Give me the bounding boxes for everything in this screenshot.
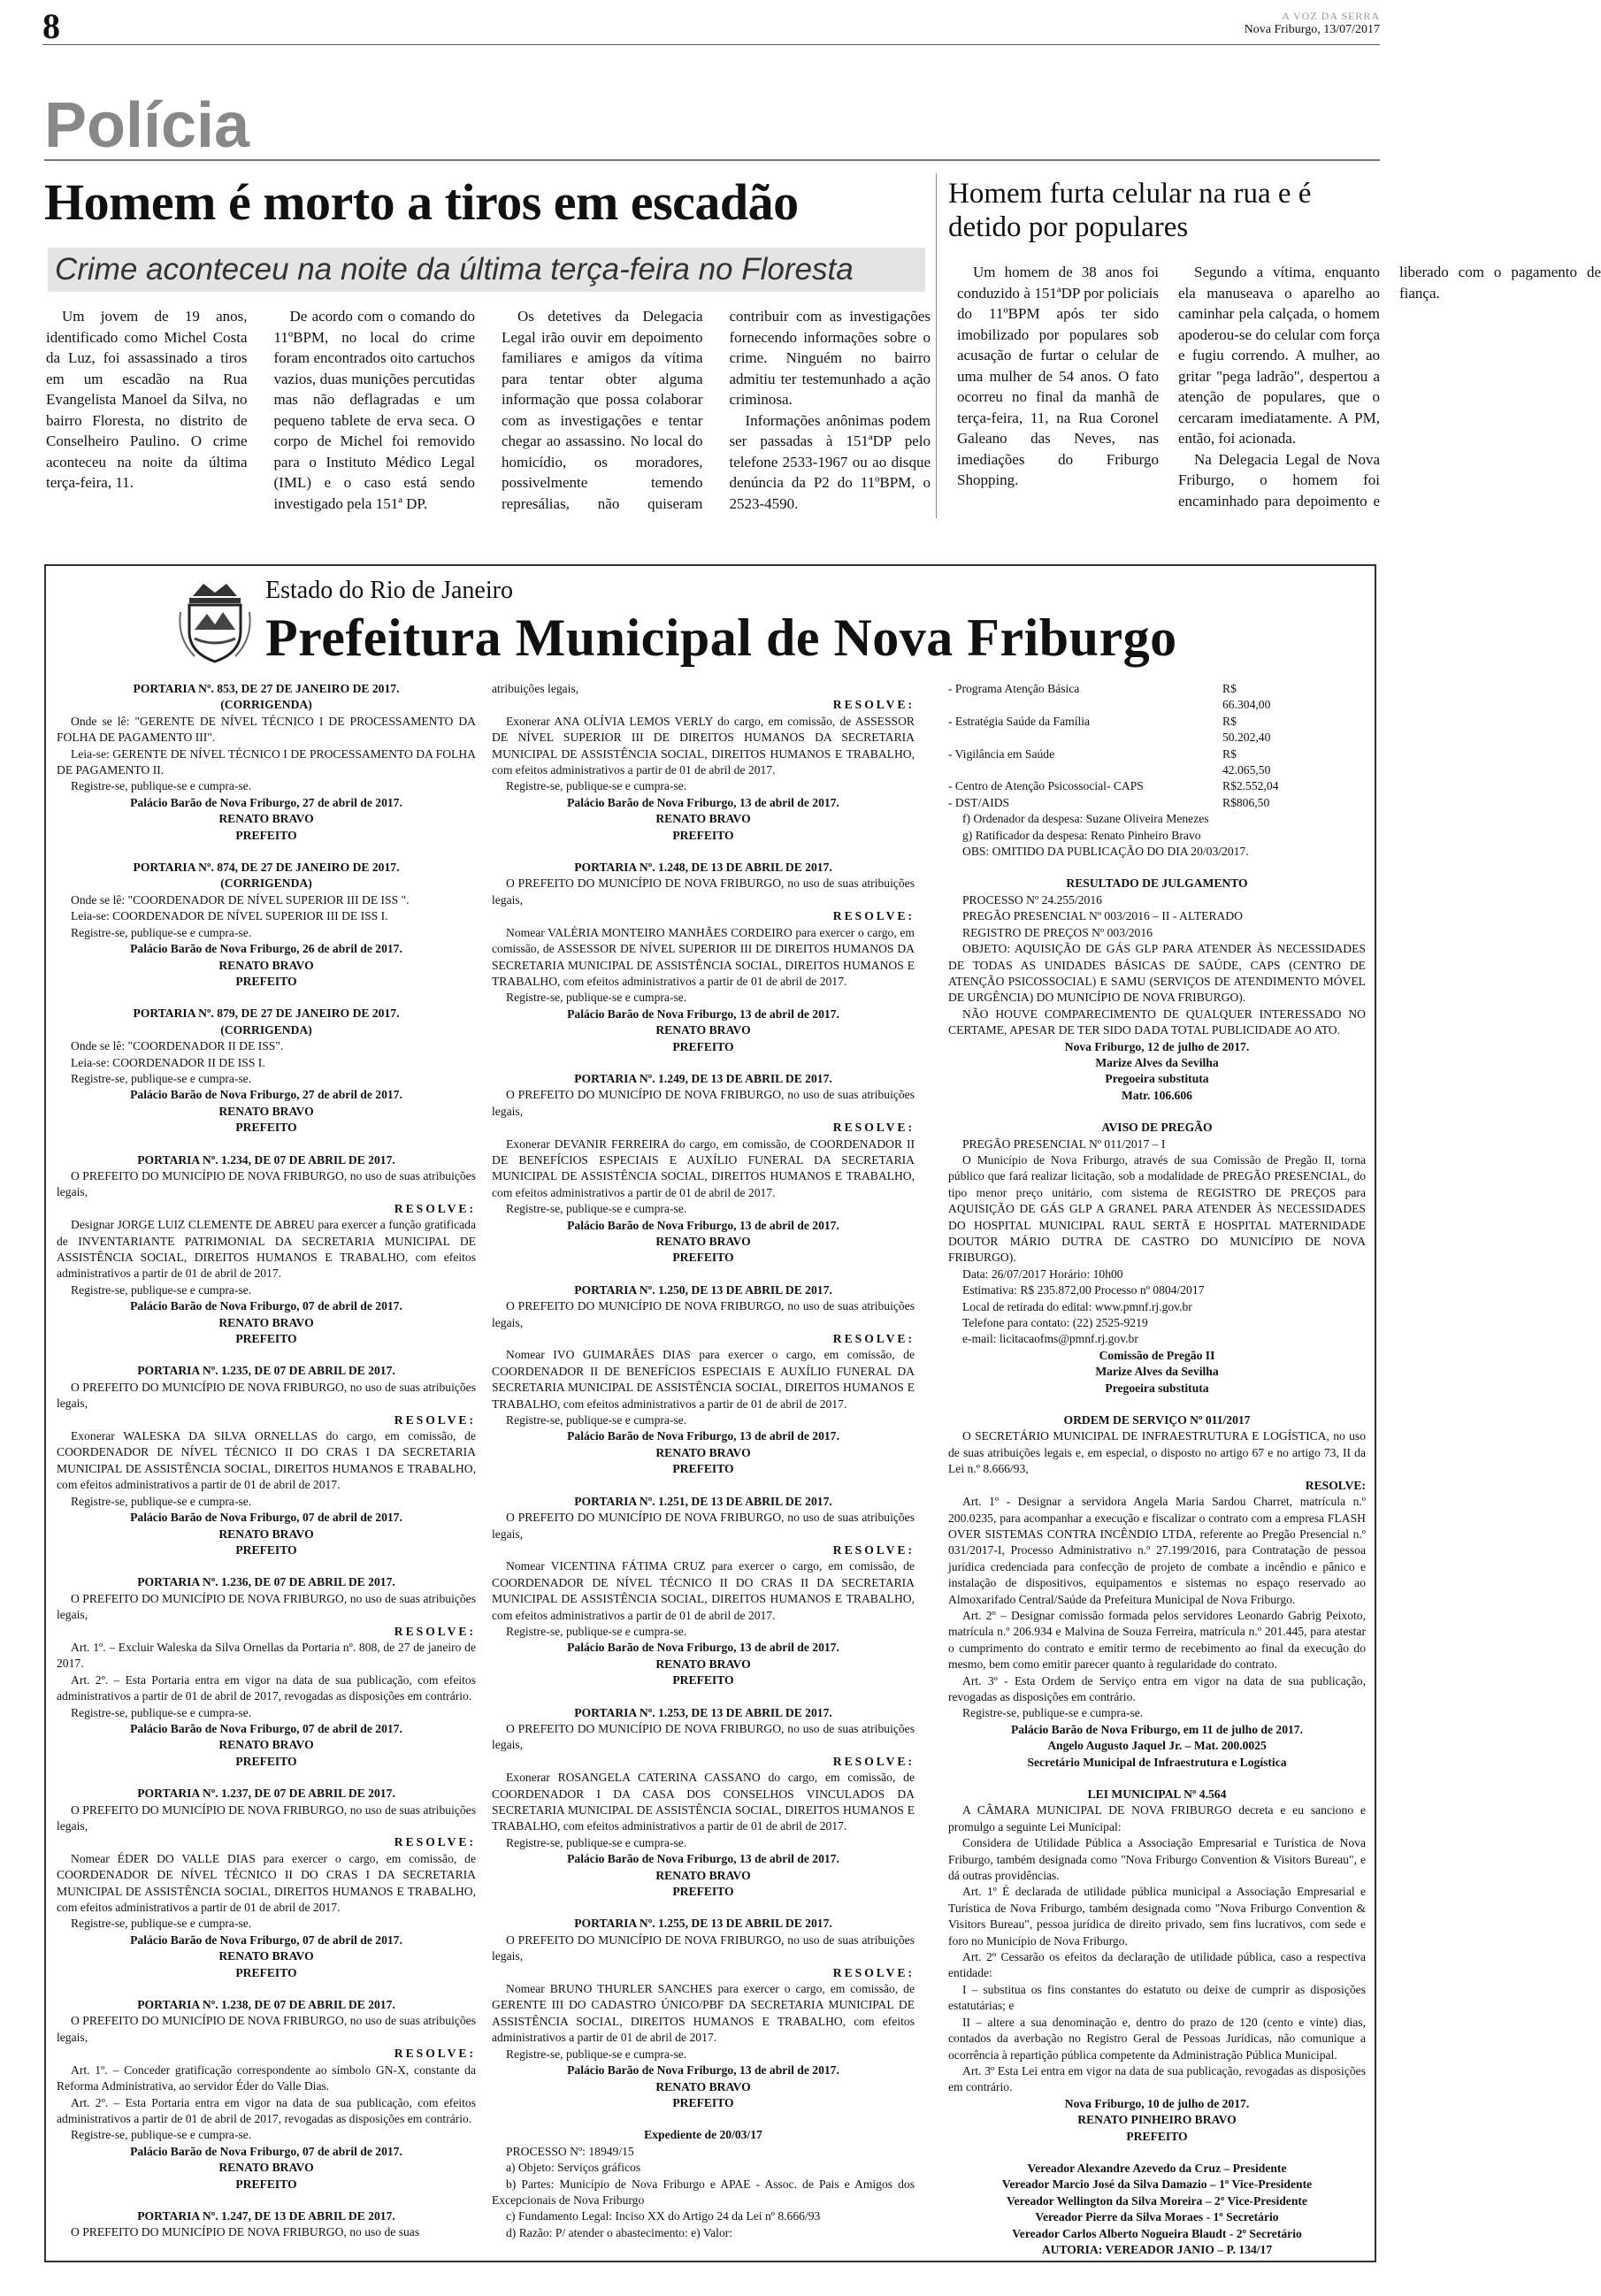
notice-heading: Palácio Barão de Nova Friburgo, 13 de abril de 2017. (567, 1006, 839, 1021)
notice-line: Leia-se: GERENTE DE NÍVEL TÉCNICO I DE PROCESSAMENTO DA FOLHA DE PAGAMENTO II. (57, 746, 476, 777)
notice-heading: Expediente de 20/03/17 (644, 2128, 762, 2142)
notice-heading: Palácio Barão de Nova Friburgo, 13 de abril de 2017. (567, 1218, 839, 1232)
notice-heading: RENATO BRAVO (218, 2161, 314, 2175)
budget-row (948, 681, 1284, 714)
spacer (948, 860, 1366, 876)
notice-line: Onde se lê: "COORDENADOR II DE ISS". (71, 1039, 284, 1053)
notice-line: O PREFEITO DO MUNICÍPIO DE NOVA FRIBURGO, no uso de suas (71, 2225, 420, 2239)
top-rule (42, 44, 1380, 45)
notice-line: Art. 1º. – Excluir Waleska da Silva Ornellas da Portaria nº. 808, de 27 de janeiro de 2017. (57, 1640, 476, 1671)
section-header (44, 88, 1380, 163)
notice-heading: PORTARIA Nº. 1.237, DE 07 DE ABRIL DE 2017. (137, 1787, 395, 1801)
notice-line: Onde se lê: "GERENTE DE NÍVEL TÉCNICO I DE PROCESSAMENTO DA FOLHA DE PAGAMENTO III". (57, 714, 476, 745)
notice-heading: PORTARIA Nº. 1.234, DE 07 DE ABRIL DE 2017. (137, 1152, 395, 1167)
spacer (57, 2193, 476, 2208)
notice-heading: PREFEITO (672, 1462, 734, 1476)
notice-heading: (CORRIGENDA) (220, 1022, 312, 1037)
budget-label: - Centro de Atenção Psicossocial- CAPS (948, 779, 1144, 793)
spacer (492, 1478, 915, 1494)
budget-label: - Vigilância em Saúde (948, 746, 1055, 761)
notice-heading: Palácio Barão de Nova Friburgo, 07 de abril de 2017. (130, 1721, 402, 1735)
spacer (492, 1689, 915, 1705)
notice-line: OBJETO: AQUISIÇÃO DE GÁS GLP PARA ATENDER ÀS NECESSIDADES DE TODAS AS UNIDADES BÁSICAS DE SAÚDE, CAPS (CENTRO DE ATENÇÃO PSICOSSOCIAL) E SAMU (SERVIÇOS DE ATENDIMENTO MÓVEL DE URGÊNCIA) DO MUNICÍPIO DE NOVA FRIBURGO). (948, 942, 1366, 1005)
notice-line: Art. 2º – Designar comissão formada pelos servidores Leonardo Gabrig Peixoto, matrícula n.º 206.934 e Malvina de Souza Ferreira, matrícula n.º 201.445, para atestar o cumprimento do contrato e emitir termo de recebimento ao final da execução do mesmo, bem como emitir parecer quanto à regularidade do contrato. (948, 1608, 1366, 1672)
notice-heading: RENATO BRAVO (218, 1949, 314, 1963)
notice-line: Registre-se, publique-se e cumpra-se. (71, 1705, 252, 1719)
notice-line: O PREFEITO DO MUNICÍPIO DE NOVA FRIBURGO, no uso de suas atribuições legais, (492, 1088, 915, 1118)
notice-line: Telefone para contato: (22) 2525-9219 (962, 1316, 1148, 1330)
notice-line: e-mail: licitacaofms@pmnf.rj.gov.br (962, 1332, 1138, 1346)
notice-heading: RENATO BRAVO (218, 1527, 314, 1541)
notice-line: Registre-se, publique-se e cumpra-se. (506, 1202, 687, 1216)
resolve-label: RESOLVE: (832, 1965, 915, 1979)
section-label: Polícia (44, 90, 250, 161)
coat-of-arms-icon (177, 577, 253, 665)
estado-label: Estado do Rio de Janeiro (265, 577, 513, 604)
notice-line: Exonerar WALESKA DA SILVA ORNELLAS do cargo, em comissão, de COORDENADOR DE NÍVEL TÉCNICO II DO CRAS I DA SECRETARIA MUNICIPAL DE ASSISTÊNCIA SOCIAL, DIREITOS HUMANOS E TRABALHO, com efeitos administrativos a partir de 01 de abril de 2017. (57, 1429, 476, 1492)
notice-heading: PREFEITO (235, 828, 297, 842)
notice-heading: PREFEITO (235, 974, 297, 988)
notice-heading: PREFEITO (672, 2095, 734, 2109)
notice-heading: Vereador Wellington da Silva Moreira – 2º Vice-Presidente (1007, 2193, 1307, 2208)
notice-line: Registre-se, publique-se e cumpra-se. (506, 779, 687, 793)
notice-heading: PORTARIA Nº. 1.253, DE 13 DE ABRIL DE 2017. (574, 1705, 832, 1719)
budget-label: - Estratégia Saúde da Família (948, 714, 1091, 728)
notice-heading: Pregoeira substituta (1105, 1381, 1209, 1395)
notice-heading: Secretário Municipal de Infraestrutura e Logística (1027, 1755, 1287, 1769)
spacer (492, 1267, 915, 1282)
spacer (948, 1104, 1366, 1120)
notice-line: Onde se lê: "COORDENADOR DE NÍVEL SUPERIOR III DE ISS ". (71, 892, 410, 907)
notice-line: O PREFEITO DO MUNICÍPIO DE NOVA FRIBURGO, no uso de suas atribuições legais, (492, 1299, 915, 1329)
notice-heading: Matr. 106.606 (1122, 1088, 1192, 1102)
notice-heading: RENATO BRAVO (218, 958, 314, 972)
notice-heading: RENATO BRAVO (655, 1235, 751, 1248)
notice-line: O PREFEITO DO MUNICÍPIO DE NOVA FRIBURGO, no uso de suas atribuições legais, (57, 1591, 476, 1622)
page-number: 8 (42, 6, 60, 46)
notice-line: Nomear BRUNO THURLER SANCHES para exercer o cargo, em comissão, de GERENTE III DO CADASTRO ÚNICO/PBF DA SECRETARIA MUNICIPAL DE ASSISTÊNCIA SOCIAL, DIREITOS HUMANOS E TRABALHO, com efeitos administrativos a partir de 01 de abril de 2017. (492, 1982, 915, 2045)
resolve-label: RESOLVE: (394, 1835, 476, 1849)
notice-heading: Palácio Barão de Nova Friburgo, em 11 de julho de 2017. (1010, 1722, 1303, 1736)
notice-heading: Vereador Alexandre Azevedo da Cruz – Presidente (1027, 2161, 1287, 2175)
notice-heading: Palácio Barão de Nova Friburgo, 13 de abril de 2017. (567, 1641, 839, 1655)
notice-heading: PREFEITO (235, 1332, 297, 1346)
notice-heading: PREFEITO (235, 1121, 297, 1135)
paper-name: A VOZ DA SERRA (1282, 10, 1380, 22)
budget-table (948, 681, 1366, 811)
masthead (1245, 9, 1380, 37)
notice-line: g) Ratificador da despesa: Renato Pinheiro Bravo (962, 828, 1201, 842)
notice-heading: RENATO BRAVO (655, 1023, 751, 1037)
spacer (57, 844, 476, 860)
spacer (492, 2111, 915, 2127)
notice-line: Local de retirada do edital: www.pmnf.rj.gov.br (962, 1299, 1192, 1313)
spacer (492, 844, 915, 860)
notice-line: I – substitua os fins constantes do estatuto ou deixe de cumprir as disposições estatutárias; e (948, 1982, 1366, 2013)
notice-line: Registre-se, publique-se e cumpra-se. (71, 925, 252, 939)
notice-heading: Palácio Barão de Nova Friburgo, 13 de abril de 2017. (567, 795, 839, 809)
notice-heading: (CORRIGENDA) (220, 698, 312, 712)
notice-heading: Marize Alves da Sevilha (1095, 1055, 1219, 1069)
notice-line: Art. 1º É declarada de utilidade pública municipal a Associação Empresarial e Turística de Nova Friburgo, também designada como "Nova Friburgo Convention & Visitors Bureau", pessoa jurídica de direito privado, sem fins lucrativos, com sede e foro no Município de Nova Friburgo. (948, 1885, 1366, 1948)
budget-row (948, 778, 1284, 794)
notice-heading: PORTARIA Nº. 1.248, DE 13 DE ABRIL DE 2017. (574, 861, 832, 875)
article2-paragraph: Um homem de 38 anos foi conduzido à 151ªDP por policiais do 11ºBPM após ter sido imobilizado por populares sob acusação de furtar o celular de uma mulher de 54 anos. O fato ocorreu no final da manhã de terça-feira, 11, na Rua Coronel Galeano das Neves, nas imediações do Friburgo Shopping. (957, 264, 1159, 488)
notice-line: Registre-se, publique-se e cumpra-se. (506, 1835, 687, 1849)
article1-paragraph: Informações anônimas podem ser passadas à 151ªDP pelo telefone 2533-1967 ou ao disque denúncia da P2 do 11ºBPM, o 2523-4590. (729, 411, 931, 512)
article1-subhead: Crime aconteceu na noite da última terça-feira no Floresta (48, 248, 925, 292)
ad-column-3-list (948, 811, 1366, 2258)
article2-paragraph: Segundo a vítima, enquanto ela manuseava o aparelho ao caminhar pela calçada, o homem apoderou-se do celular com força e fugiu correndo. A mulher, ao gritar "pega ladrão", despertou a atenção de populares, que o cercaram imediatamente. A PM, então, foi acionada. (1178, 264, 1380, 447)
notice-line: Registre-se, publique-se e cumpra-se. (71, 2128, 252, 2142)
notice-line: Nomear ÉDER DO VALLE DIAS para exercer o cargo, em comissão, de COORDENADOR DE NÍVEL TÉCNICO II DO CRAS I DA SECRETARIA MUNICIPAL DE ASSISTÊNCIA SOCIAL, DIREITOS HUMANOS E TRABALHO, com efeitos administrativos a partir de 01 de abril de 2017. (57, 1851, 476, 1915)
notice-heading: PORTARIA Nº. 1.236, DE 07 DE ABRIL DE 2017. (137, 1575, 395, 1589)
notice-heading: PREFEITO (235, 1965, 297, 1979)
notice-heading: PREFEITO (672, 1673, 734, 1688)
section-rule (44, 159, 1380, 161)
spacer (948, 1397, 1366, 1412)
spacer (57, 1770, 476, 1786)
notice-line: Art. 2º. – Esta Portaria entra em vigor na data de sua publicação, com efeitos administrativos a partir de 01 de abril de 2017, revogadas as disposições em contrário. (57, 2095, 476, 2125)
notice-line: Registre-se, publique-se e cumpra-se. (71, 779, 252, 793)
notice-line: Art. 1º - Designar a servidora Angela Maria Sardou Charret, matrícula n.º 200.0235, para acompanhar a execução e fiscalizar o contrato com a empresa FLASH OVER SISTEMAS CONTRA INCÊNDIO LTDA, referente ao Pregão Presencial n.º 031/2017-I, Processo Administrativo n.º 27.199/2016, para Contratação de pessoa jurídica credenciada para confecção de projeto de combate a incêndio e pânico e instalação de dispositivos, equipamentos e sistemas no espaço reservado ao Almoxarifado Central/Saúde da Prefeitura Municipal de Nova Friburgo. (948, 1495, 1366, 1606)
notice-heading: RENATO BRAVO (655, 2079, 751, 2093)
notice-line: Registre-se, publique-se e cumpra-se. (506, 1624, 687, 1638)
notice-heading: RENATO BRAVO (655, 1445, 751, 1459)
notice-heading: Palácio Barão de Nova Friburgo, 07 de abril de 2017. (130, 1932, 402, 1947)
resolve-label: RESOLVE: (832, 1332, 915, 1346)
notice-heading: LEI MUNICIPAL Nº 4.564 (1087, 1787, 1227, 1801)
notice-line: Nomear IVO GUIMARÃES DIAS para exercer o cargo, em comissão, de COORDENADOR II DE BENEFÍCIOS ESPECIAIS E AUXÍLIO FUNERAL DA SECRETARIA MUNICIPAL DE ASSISTÊNCIA SOCIAL, DIREITOS HUMANOS E TRABALHO, com efeitos administrativos a partir de 01 de abril de 2017. (492, 1348, 915, 1411)
notice-line: PROCESSO Nº: 18949/15 (506, 2144, 634, 2158)
notice-line: Art. 3º Esta Lei entra em vigor na data de sua publicação, revogadas as disposições em contrário. (948, 2063, 1366, 2094)
budget-value: R$ 42.065,50 (1222, 746, 1271, 777)
notice-heading: Vereador Carlos Alberto Nogueira Blaudt - 2º Secretário (1012, 2226, 1302, 2240)
notice-heading: PREFEITO (672, 828, 734, 842)
notice-heading: Palácio Barão de Nova Friburgo, 07 de abril de 2017. (130, 1511, 402, 1525)
notice-heading: PREFEITO (235, 1542, 297, 1557)
notice-line: O PREFEITO DO MUNICÍPIO DE NOVA FRIBURGO, no uso de suas atribuições legais, (492, 876, 915, 907)
notice-line: O SECRETÁRIO MUNICIPAL DE INFRAESTRUTURA E LOGÍSTICA, no uso de suas atribuições legais e, em especial, o disposto no artigo 67 e no artigo 73, II da Lei n.º 8.666/93, (948, 1429, 1366, 1476)
notice-heading: Palácio Barão de Nova Friburgo, 27 de abril de 2017. (130, 1088, 402, 1102)
resolve-label: RESOLVE: (832, 1121, 915, 1135)
notice-heading: PREFEITO (235, 2177, 297, 2191)
notice-heading: PORTARIA Nº. 879, DE 27 DE JANEIRO DE 2017. (133, 1006, 400, 1021)
spacer (492, 1900, 915, 1916)
notice-heading: PREFEITO (672, 1251, 734, 1265)
article1-paragraph: Os detetives da Delegacia Legal irão ouvir em depoimento familiares e amigos da vítima para tentar obter alguma informação que possa colaborar com as investigações e tentar chegar ao assassino. No local do homicídio, os moradores, possivelmente temendo represálias, não quiseram contribuir com as investigações fornecendo informações sobre o crime. Ninguém no bairro admitiu ter testemunhado a ação criminosa. (502, 308, 931, 512)
notice-line: O PREFEITO DO MUNICÍPIO DE NOVA FRIBURGO, no uso de suas atribuições legais, (492, 1511, 915, 1541)
notice-line: d) Razão: P/ atender o abastecimento: e) Valor: (506, 2225, 733, 2239)
notice-heading: RENATO BRAVO (218, 1104, 314, 1118)
notice-heading: PREFEITO (235, 1754, 297, 1768)
notice-heading: PORTARIA Nº. 874, DE 27 DE JANEIRO DE 2017. (133, 861, 400, 875)
article2-paragraph: Na Delegacia Legal de Nova Friburgo, o homem foi encaminhado para depoimento e liberado com o pagamento de fiança. (1178, 264, 1601, 509)
notice-heading: PORTARIA Nº. 1.249, DE 13 DE ABRIL DE 2017. (574, 1071, 832, 1085)
notice-heading: PORTARIA Nº. 1.238, DE 07 DE ABRIL DE 2017. (137, 1998, 395, 2012)
notice-line: atribuições legais, (492, 682, 579, 695)
notice-heading: ORDEM DE SERVIÇO Nº 011/2017 (1063, 1413, 1251, 1427)
notice-line: PREGÃO PRESENCIAL Nº 011/2017 – I (962, 1137, 1166, 1151)
budget-row (948, 714, 1284, 746)
notice-heading: RENATO BRAVO (218, 1315, 314, 1329)
notice-line: Art. 1º. – Conceder gratificação correspondente ao símbolo GN-X, constante da Reforma Administrativa, ao servidor Éder do Valle Dias. (57, 2063, 476, 2093)
notice-heading: RENATO PINHEIRO BRAVO (1077, 2113, 1237, 2127)
resolve-label: RESOLVE: (832, 1754, 915, 1768)
resolve-label: RESOLVE: (394, 1201, 476, 1215)
notice-line: Nomear VALÉRIA MONTEIRO MANHÃES CORDEIRO para exercer o cargo, em comissão, de ASSESSOR DE NÍVEL SUPERIOR III DE DIREITOS HUMANOS DA SECRETARIA MUNICIPAL DE ASSISTÊNCIA SOCIAL, DIREITOS HUMANOS E TRABALHO, com efeitos administrativos a partir de 01 de abril de 2017. (492, 925, 915, 988)
notice-line: a) Objeto: Serviços gráficos (506, 2161, 641, 2175)
notice-line: Registre-se, publique-se e cumpra-se. (71, 1917, 252, 1931)
article2-headline: Homem furta celular na rua e é detido por populares (948, 178, 1312, 243)
date-line: Nova Friburgo, 13/07/2017 (1244, 23, 1380, 36)
notice-line: OBS: OMITIDO DA PUBLICAÇÃO DO DIA 20/03/2017. (962, 845, 1249, 859)
article1-body (46, 306, 931, 518)
notice-heading: PORTARIA Nº. 853, DE 27 DE JANEIRO DE 2017. (133, 682, 400, 695)
notice-heading: Palácio Barão de Nova Friburgo, 13 de abril de 2017. (567, 2063, 839, 2078)
notice-line: Art. 2º Cessarão os efeitos da declaração de utilidade pública, caso a respectiva entidade: (948, 1950, 1366, 1980)
notice-line: b) Partes: Município de Nova Friburgo e APAE - Assoc. de Pais e Amigos dos Excepcionais de Nova Friburgo (492, 2177, 915, 2207)
notice-heading: Nova Friburgo, 10 de julho de 2017. (1064, 2096, 1250, 2110)
notice-heading: PREFEITO (672, 1039, 734, 1053)
column-divider (936, 173, 937, 518)
resolve-label: RESOLVE: (832, 1542, 915, 1557)
notice-line: PREGÃO PRESENCIAL Nº 003/2016 – II - ALTERADO (962, 909, 1244, 923)
notice-heading: PORTARIA Nº. 1.247, DE 13 DE ABRIL DE 2017. (137, 2208, 395, 2223)
notice-heading: Palácio Barão de Nova Friburgo, 26 de abril de 2017. (130, 942, 402, 956)
prefeitura-title: Prefeitura Municipal de Nova Friburgo (265, 608, 1177, 667)
notice-line: Registre-se, publique-se e cumpra-se. (71, 1494, 252, 1508)
resolve-label: RESOLVE: (832, 698, 915, 712)
ad-column-2 (492, 681, 915, 2255)
spacer (57, 990, 476, 1006)
article1-paragraph: De acordo com o comando do 11ºBPM, no local do crime foram encontrados oito cartuchos vazios, duas munições percutidas mas não deflagradas e um pequeno tablete de erva seca. O corpo de Michel foi removido para o Instituto Médico Legal (IML) e o caso está sendo investigado pela 151ª DP. (273, 308, 475, 512)
resolve-label: RESOLVE: (394, 2047, 476, 2061)
notice-line: O PREFEITO DO MUNICÍPIO DE NOVA FRIBURGO, no uso de suas atribuições legais, (57, 1380, 476, 1411)
budget-value: R$ 66.304,00 (1222, 682, 1271, 712)
notice-line: f) Ordenador da despesa: Suzane Oliveira Menezes (962, 812, 1209, 826)
notice-heading: Nova Friburgo, 12 de julho de 2017. (1064, 1039, 1250, 1053)
notice-heading: Palácio Barão de Nova Friburgo, 13 de abril de 2017. (567, 1852, 839, 1866)
resolve-label: RESOLVE: (394, 1412, 476, 1427)
ad-column-3 (948, 681, 1366, 2255)
notice-heading: RENATO BRAVO (655, 812, 751, 826)
notice-line: Registre-se, publique-se e cumpra-se. (506, 2047, 687, 2061)
notice-line: NÃO HOUVE COMPARECIMENTO DE QUALQUER INTERESSADO NO CERTAME, APESAR DE TER SIDO DADA TOTAL PUBLICIDADE AO ATO. (948, 1006, 1366, 1037)
notice-line: REGISTRO DE PREÇOS Nº 003/2016 (962, 925, 1153, 939)
notice-line: O PREFEITO DO MUNICÍPIO DE NOVA FRIBURGO, no uso de suas atribuições legais, (57, 1802, 476, 1833)
resolve-label: RESOLVE: (1305, 1478, 1366, 1492)
notice-heading: RENATO BRAVO (218, 812, 314, 826)
spacer (57, 1981, 476, 1997)
spacer (57, 1347, 476, 1363)
notice-line: Exonerar DEVANIR FERREIRA do cargo, em comissão, de COORDENADOR II DE BENEFÍCIOS ESPECIAIS E AUXÍLIO FUNERAL DA SECRETARIA MUNICIPAL DE ASSISTÊNCIA SOCIAL, DIREITOS HUMANOS E TRABALHO, com efeitos administrativos a partir de 01 de abril de 2017. (492, 1137, 915, 1199)
notice-heading: Pregoeira substituta (1105, 1072, 1209, 1086)
notice-line: Exonerar ROSANGELA CATERINA CASSANO do cargo, em comissão, de COORDENADOR I DA CASA DOS CONSELHOS VINCULADOS DA SECRETARIA MUNICIPAL DE ASSISTÊNCIA SOCIAL, DIREITOS HUMANOS E TRABALHO, com efeitos administrativos a partir de 01 de abril de 2017. (492, 1771, 915, 1833)
article1-paragraph: Um jovem de 19 anos, identificado como Michel Costa da Luz, foi assassinado a tiros em um escadão na Rua Evangelista Manoel da Silva, no bairro Floresta, no distrito de Conselheiro Paulino. O crime aconteceu na noite da última terça-feira, 11. (46, 308, 248, 491)
notice-line: PROCESSO Nº 24.255/2016 (962, 892, 1102, 907)
budget-value: R$806,50 (1222, 795, 1270, 809)
notice-heading: PORTARIA Nº. 1.255, DE 13 DE ABRIL DE 2017. (574, 1917, 832, 1931)
notice-heading: RENATO BRAVO (218, 1738, 314, 1752)
notice-heading: Angelo Augusto Jaquel Jr. – Mat. 200.0025 (1047, 1739, 1267, 1753)
notice-line: O Município de Nova Friburgo, através de sua Comissão de Pregão II, torna público que fará realizar licitação, sob a modalidade de PREGÃO PRESENCIAL, do tipo menor preço unitário, com sistema de REGISTRO DE PREÇOS para AQUISIÇÃO DE GÁS GLP A GRANEL PARA ATENDER ÀS NECESSIDADES DO HOSPITAL MUNICIPAL RAUL SERTÃ E HOSPITAL MATERNIDADE DOUTOR MÁRIO DUTRA DE CASTRO DO MUNICÍPIO DE NOVA FRIBURGO). (948, 1152, 1366, 1265)
notice-heading: (CORRIGENDA) (220, 876, 312, 891)
notice-line: Data: 26/07/2017 Horário: 10h00 (962, 1267, 1123, 1281)
notice-line: Registre-se, publique-se e cumpra-se. (506, 991, 687, 1005)
notice-line: II – altere a sua denominação e, dentro do prazo de 120 (cento e vinte) dias, contados da averbação no Registro Geral de Pessoas Jurídicas, não comunique a ocorrência à repartição pública competente da Administração Pública Municipal. (948, 2015, 1366, 2062)
ad-column-1 (57, 681, 476, 2255)
notice-line: Registre-se, publique-se e cumpra-se. (71, 1071, 252, 1085)
budget-label: - DST/AIDS (948, 795, 1010, 809)
notice-line: Leia-se: COORDENADOR DE NÍVEL SUPERIOR III DE ISS I. (71, 909, 388, 923)
notice-heading: Palácio Barão de Nova Friburgo, 07 de abril de 2017. (130, 1299, 402, 1313)
budget-label: - Programa Atenção Básica (948, 682, 1080, 695)
budget-row (948, 746, 1284, 779)
spacer (57, 1558, 476, 1574)
notice-heading: Palácio Barão de Nova Friburgo, 13 de abril de 2017. (567, 1429, 839, 1443)
notice-line: c) Fundamento Legal: Inciso XX do Artigo 24 da Lei nº 8.666/93 (506, 2209, 821, 2223)
notice-line: A CÂMARA MUNICIPAL DE NOVA FRIBURGO decreta e eu sanciono e promulgo a seguinte Lei Municipal: (948, 1803, 1366, 1833)
notice-heading: Marize Alves da Sevilha (1095, 1365, 1219, 1379)
notice-heading: Vereador Pierre da Silva Moraes - 1º Secretário (1035, 2210, 1279, 2224)
article2-body (957, 262, 1601, 518)
notice-heading: RENATO BRAVO (655, 1868, 751, 1882)
notice-heading: Comissão de Pregão II (1099, 1348, 1215, 1362)
resolve-label: RESOLVE: (832, 909, 915, 923)
notice-line: O PREFEITO DO MUNICÍPIO DE NOVA FRIBURGO, no uso de suas atribuições legais, (492, 1932, 915, 1963)
notice-line: Registre-se, publique-se e cumpra-se. (506, 1413, 687, 1427)
notice-line: O PREFEITO DO MUNICÍPIO DE NOVA FRIBURGO, no uso de suas atribuições legais, (57, 1168, 476, 1199)
budget-value: R$2.552,04 (1222, 779, 1279, 793)
resolve-label: RESOLVE: (394, 1624, 476, 1638)
notice-heading: AVISO DE PREGÃO (1101, 1121, 1213, 1135)
article1-headline: Homem é morto a tiros em escadão (44, 173, 799, 231)
notice-heading: PORTARIA Nº. 1.250, DE 13 DE ABRIL DE 2017. (574, 1282, 832, 1297)
notice-heading: PORTARIA Nº. 1.235, DE 07 DE ABRIL DE 2017. (137, 1364, 395, 1378)
notice-line: Considera de Utilidade Pública a Associação Empresarial e Turística de Nova Friburgo, também designada como "Nova Friburgo Convention & Visitors Bureau", e dá outras providências. (948, 1836, 1366, 1883)
notice-line: Art. 3º - Esta Ordem de Serviço entra em vigor na data de sua publicação, revogadas as disposições em contrário. (948, 1673, 1366, 1703)
notice-heading: RESULTADO DE JULGAMENTO (1066, 876, 1248, 891)
notice-heading: Palácio Barão de Nova Friburgo, 07 de abril de 2017. (130, 2144, 402, 2158)
notice-line: O PREFEITO DO MUNICÍPIO DE NOVA FRIBURGO, no uso de suas atribuições legais, (57, 2014, 476, 2044)
budget-value: R$ 50.202,40 (1222, 714, 1271, 745)
notice-line: O PREFEITO DO MUNICÍPIO DE NOVA FRIBURGO, no uso de suas atribuições legais, (492, 1721, 915, 1752)
notice-line: Exonerar ANA OLÍVIA LEMOS VERLY do cargo, em comissão, de ASSESSOR DE NÍVEL SUPERIOR III DE DIREITOS HUMANOS DA SECRETARIA MUNICIPAL DE ASSISTÊNCIA SOCIAL, DIREITOS HUMANOS E TRABALHO, com efeitos administrativos a partir de 01 de abril de 2017. (492, 714, 915, 777)
budget-row (948, 795, 1284, 811)
notice-line: Registre-se, publique-se e cumpra-se. (71, 1282, 252, 1297)
spacer (948, 2145, 1366, 2161)
notice-heading: RENATO BRAVO (655, 1657, 751, 1671)
notice-line: Estimativa: R$ 235.872,00 Processo nº 0804/2017 (962, 1283, 1205, 1297)
notice-line: Registre-se, publique-se e cumpra-se. (962, 1706, 1144, 1720)
notice-heading: Vereador Marcio José da Silva Damazio – 1º Vice-Presidente (1001, 2177, 1313, 2192)
notice-line: Leia-se: COORDENADOR II DE ISS I. (71, 1055, 265, 1069)
notice-heading: PREFEITO (672, 1885, 734, 1899)
notice-line: Art. 2º. – Esta Portaria entra em vigor na data de sua publicação, com efeitos administrativos a partir de 01 de abril de 2017, revogadas as disposições em contrário. (57, 1672, 476, 1703)
notice-line: Nomear VICENTINA FÁTIMA CRUZ para exercer o cargo, em comissão, de COORDENADOR DE NÍVEL TÉCNICO II DO CRAS II DA SECRETARIA MUNICIPAL DE ASSISTÊNCIA SOCIAL, DIREITOS HUMANOS E TRABALHO, com efeitos administrativos a partir de 01 de abril de 2017. (492, 1559, 915, 1622)
notice-heading: PORTARIA Nº. 1.251, DE 13 DE ABRIL DE 2017. (574, 1494, 832, 1508)
notice-heading: Palácio Barão de Nova Friburgo, 27 de abril de 2017. (130, 795, 402, 809)
spacer (57, 1137, 476, 1152)
notice-line: Designar JORGE LUIZ CLEMENTE DE ABREU para exercer a função gratificada de INVENTARIANTE PATRIMONIAL DA SECRETARIA MUNICIPAL DE ASSISTÊNCIA SOCIAL, DIREITOS HUMANOS E TRABALHO, com efeitos administrativos a partir de 01 de abril de 2017. (57, 1218, 476, 1281)
spacer (948, 1771, 1366, 1787)
notice-heading: AUTORIA: VEREADOR JANIO – P. 134/17 (1041, 2242, 1273, 2256)
spacer (492, 1055, 915, 1071)
notice-heading: PREFEITO (1126, 2129, 1188, 2143)
